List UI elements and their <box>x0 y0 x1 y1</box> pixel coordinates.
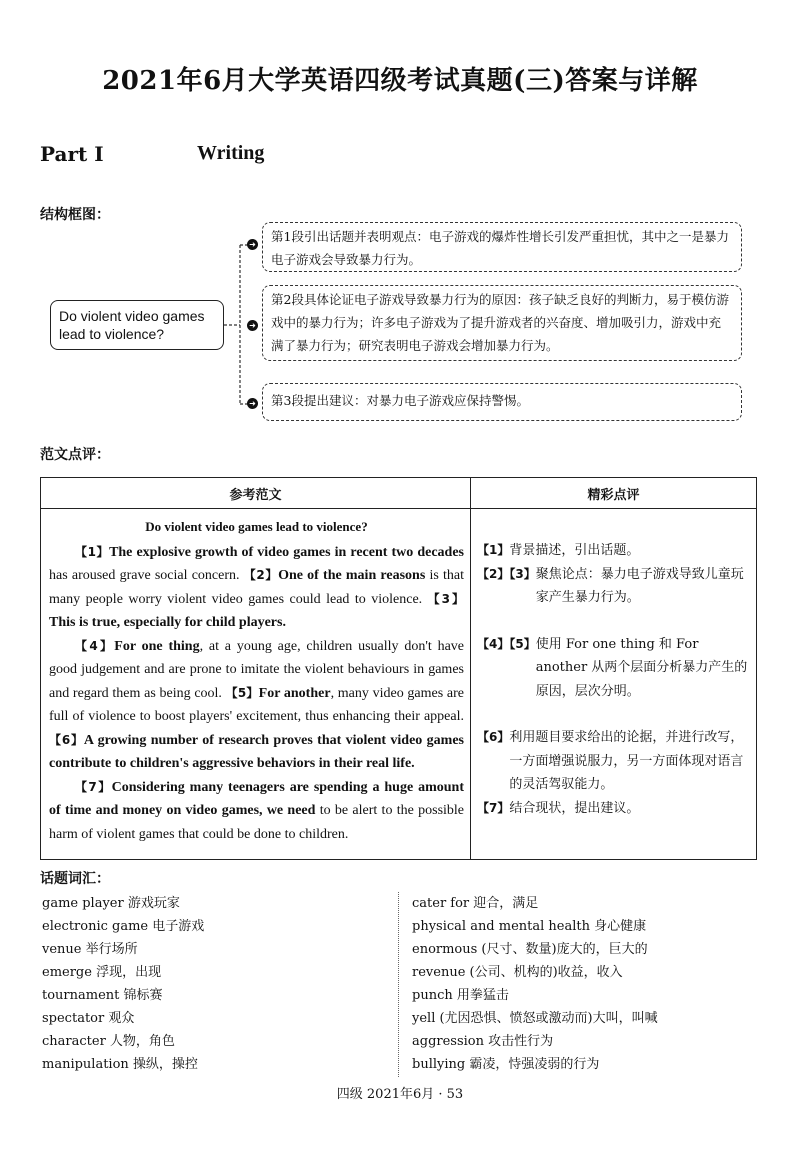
branch-box-1 <box>262 222 742 272</box>
review-label: 范文点评： <box>40 447 110 463</box>
arrow-bullet-icon: ➜ <box>247 239 258 250</box>
list-item: spectator 观众 <box>42 1011 135 1026</box>
list-item: emerge 浮现，出现 <box>42 965 162 980</box>
list-item: physical and mental health 身心健康 <box>412 919 647 934</box>
branch-box-3 <box>262 383 742 421</box>
arrow-bullet-icon: ➜ <box>247 398 258 409</box>
essay-title: Do violent video games lead to violence? <box>145 519 368 534</box>
list-item: yell (尤因恐惧、愤怒或激动而)大叫，叫喊 <box>412 1011 658 1026</box>
list-item: tournament 锦标赛 <box>42 988 163 1003</box>
comment-item: 【6】 利用题目要求给出的论据，并进行改写，一方面增强说服力，另一方面体现对语言的灵活驾驭能力。 <box>477 730 744 792</box>
branch-box-2 <box>262 285 742 361</box>
review-table <box>40 477 757 860</box>
vocab-list-right <box>412 892 658 1076</box>
list-item: bullying 霸凌，恃强凌弱的行为 <box>412 1057 600 1072</box>
branch-text: 第2段具体论证电子游戏导致暴力行为的原因：孩子缺乏良好的判断力，易于模仿游戏中的暴力行为；许多电子游戏为了提升游戏者的兴奋度、增加吸引力，游戏中充满了暴力行为；研究表明电子游戏会增加暴力行为。 <box>271 292 729 353</box>
col-header-comments: 精彩点评 <box>471 478 757 509</box>
comment-item: 【1】 背景描述，引出话题。 <box>477 543 640 558</box>
branch-text: 第3段提出建议：对暴力电子游戏应保持警惕。 <box>271 393 529 408</box>
arrow-bullet-icon: ➜ <box>247 320 258 331</box>
vocab-list-left <box>42 892 204 1076</box>
list-item: electronic game 电子游戏 <box>42 919 205 934</box>
list-item: cater for 迎合，满足 <box>412 896 539 911</box>
list-item: character 人物，角色 <box>42 1034 175 1049</box>
branch-text: 第1段引出话题并表明观点：电子游戏的爆炸性增长引发严重担忧，其中之一是暴力电子游戏会导致暴力行为。 <box>271 229 729 267</box>
comment-item: 【2】【3】 聚焦论点：暴力电子游戏导致儿童玩家产生暴力行为。 <box>477 566 744 605</box>
comment-item: 【4】【5】 使用 For one thing 和 For another 从两个层面分析暴力产生的原因，层次分明。 <box>477 636 748 699</box>
page-footer: 四级 2021年6月 · 53 <box>336 1087 464 1102</box>
comments-cell <box>471 509 757 860</box>
essay-paragraph-2: 【4】For one thing, at a young age, children usually don't have good judgement and are prone to imitate the violent behaviours in games and regard them as being cool. 【5】For another, many video games are full of violence to boost players' excitement, thus enhancing their appeal. 【6】A growing number of research proves that violent video games contribute to children's aggressive behaviors in their real life. <box>49 638 464 771</box>
column-divider <box>398 892 399 1077</box>
essay-paragraph-3: 【7】Considering many teenagers are spending a huge amount of time and money on video games, we need to be alert to the possible harm of violent games that could be done to children. <box>49 779 465 842</box>
part-label: Part Ⅰ <box>40 142 104 166</box>
list-item: enormous (尺寸、数量)庞大的，巨大的 <box>412 942 648 957</box>
list-item: manipulation 操纵，操控 <box>42 1057 198 1072</box>
page-title: 2021年6月大学英语四级考试真题(三)答案与详解 <box>102 66 698 96</box>
list-item: punch 用拳猛击 <box>412 988 509 1003</box>
list-item: venue 举行场所 <box>42 942 138 957</box>
comment-item: 【7】 结合现状，提出建议。 <box>477 800 640 816</box>
list-item: revenue (公司、机构的)收益，收入 <box>412 965 623 980</box>
essay-cell <box>41 509 471 860</box>
topic-box: Do violent video games lead to violence? <box>50 300 224 350</box>
structure-label: 结构框图： <box>40 207 110 223</box>
list-item: aggression 攻击性行为 <box>412 1034 554 1049</box>
col-header-essay: 参考范文 <box>41 478 471 509</box>
part-name: Writing <box>197 142 265 164</box>
vocab-label: 话题词汇： <box>40 871 110 887</box>
list-item: game player 游戏玩家 <box>42 896 180 911</box>
essay-paragraph-1: 【1】The explosive growth of video games in recent two decades has aroused grave social concern. 【2】One of the main reasons is that many people worry violent video games could lead to violence. 【3】This is true, especially for child players. <box>49 544 464 630</box>
